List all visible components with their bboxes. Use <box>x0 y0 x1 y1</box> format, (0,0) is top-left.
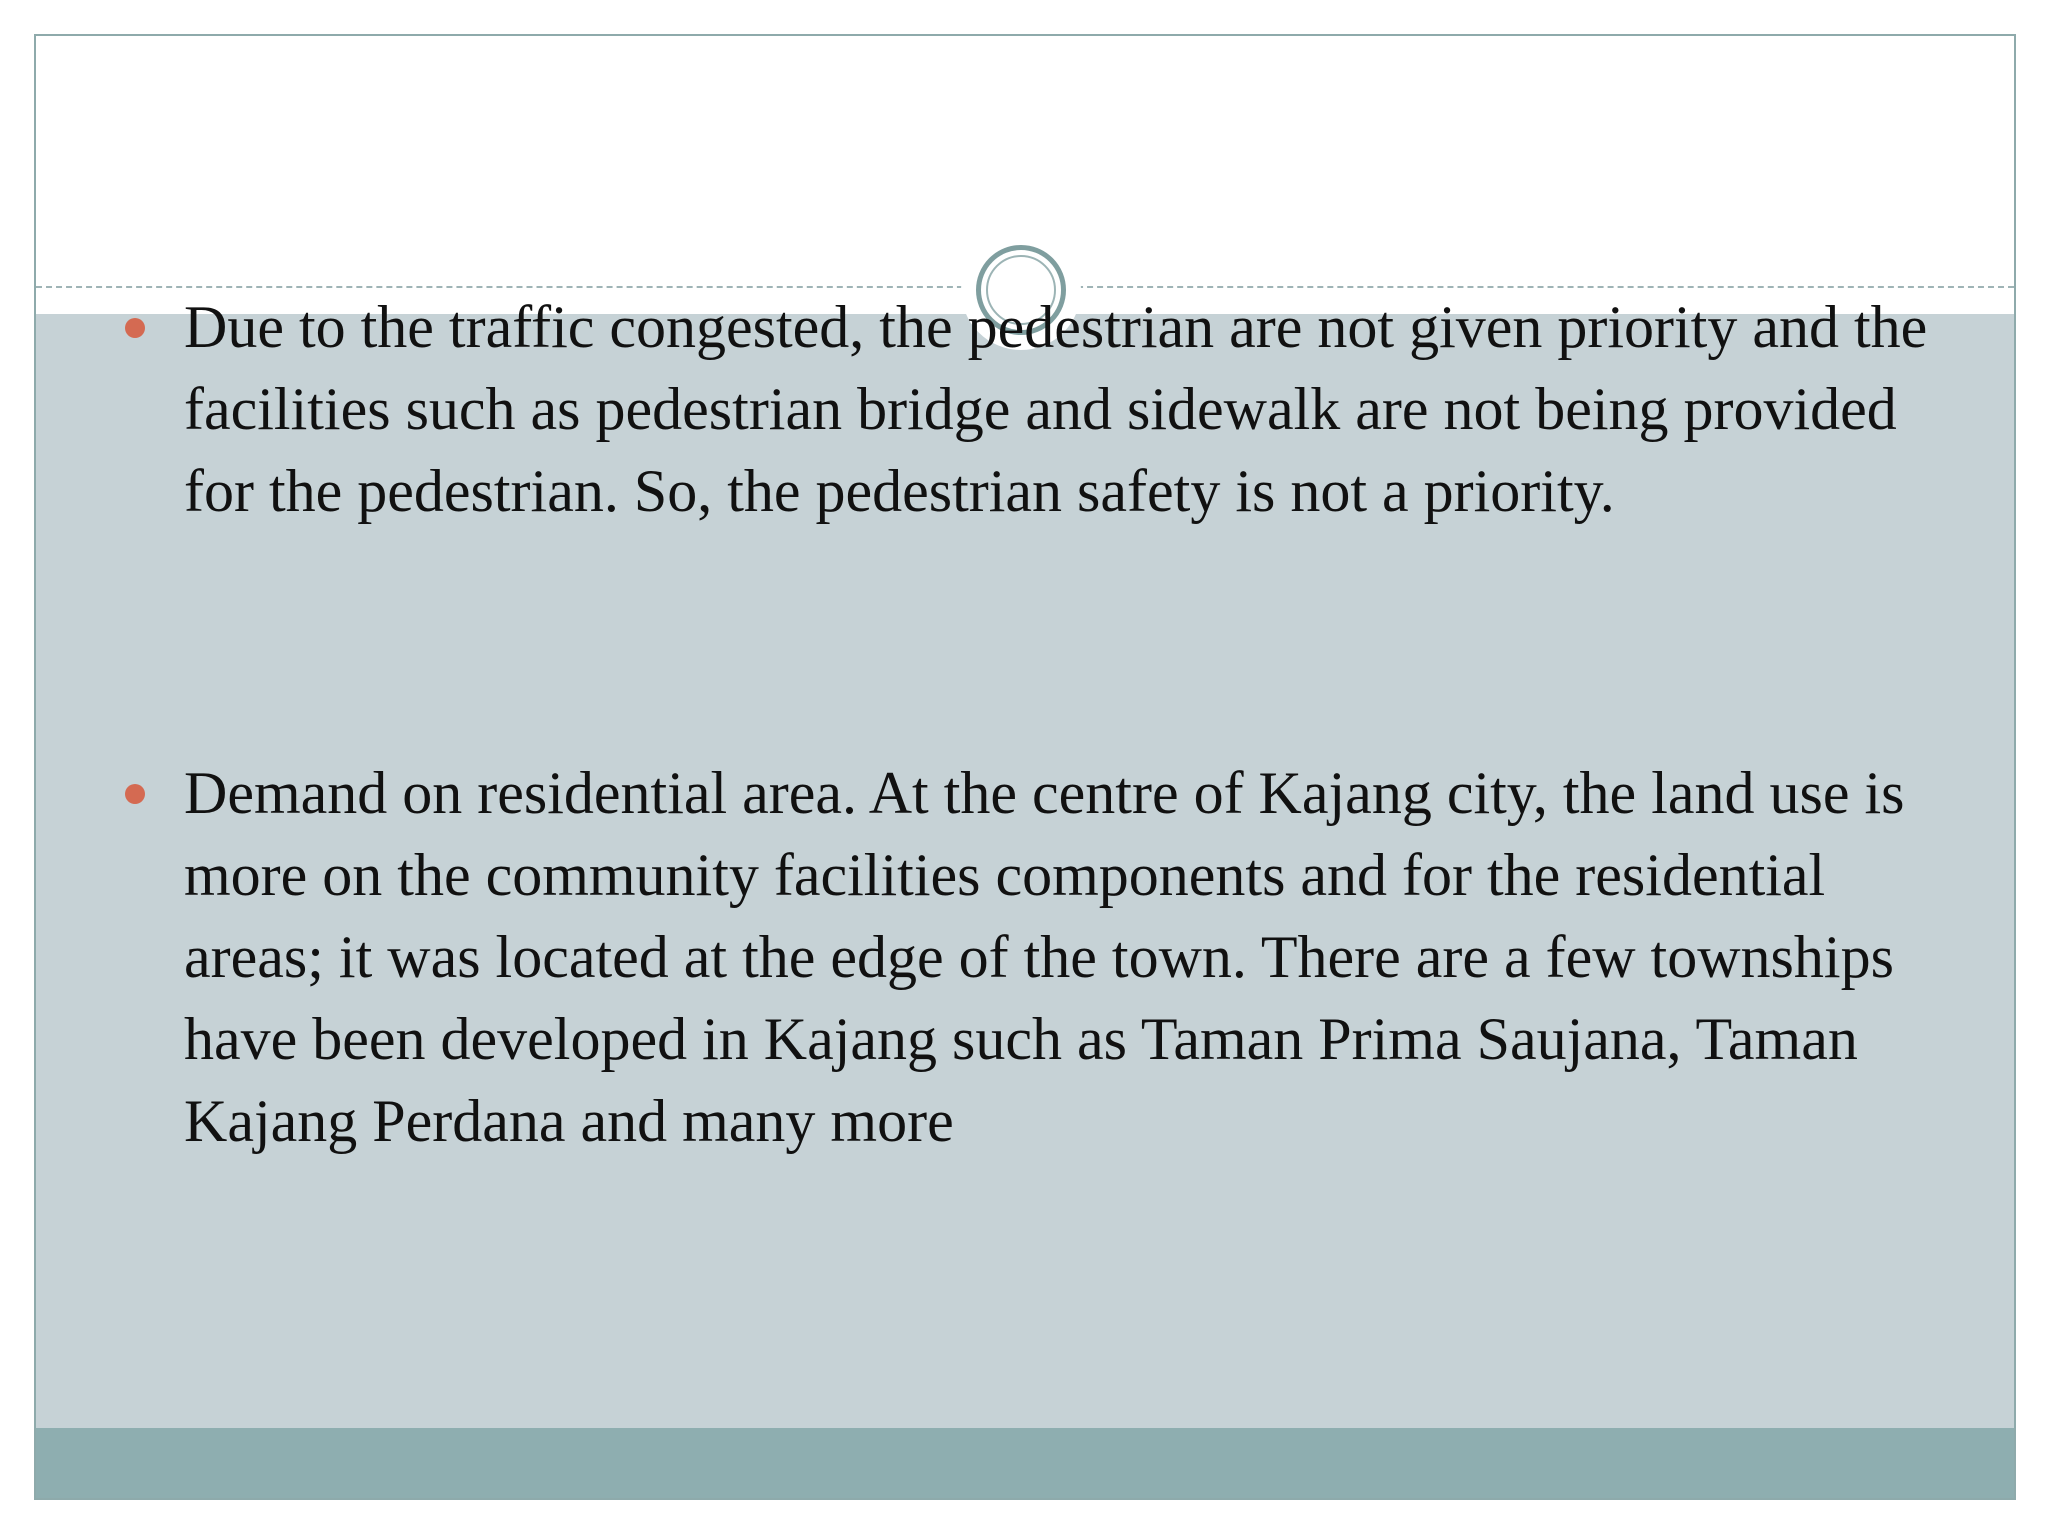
bullet-item-pedestrian <box>102 286 1942 532</box>
bullet-text: Demand on residential area. At the centre of Kajang city, the land use is more on the community facilities components and for the residential areas; it was located at the edge of the town. There are a few townships have been developed in Kajang such as Taman Prima Saujana, Taman Kajang Perdana and many more <box>184 760 1905 1154</box>
bullet-dot-icon <box>125 318 145 338</box>
bullet-item-residential <box>102 752 1942 1162</box>
bullet-text: Due to the traffic congested, the pedestrian are not given priority and the facilities such as pedestrian bridge and sidewalk are not being provided for the pedestrian. So, the pedestrian safety is not a priority. <box>184 294 1928 524</box>
footer-band <box>36 1428 2014 1498</box>
bullet-list <box>102 286 1942 1162</box>
bullet-dot-icon <box>125 784 145 804</box>
